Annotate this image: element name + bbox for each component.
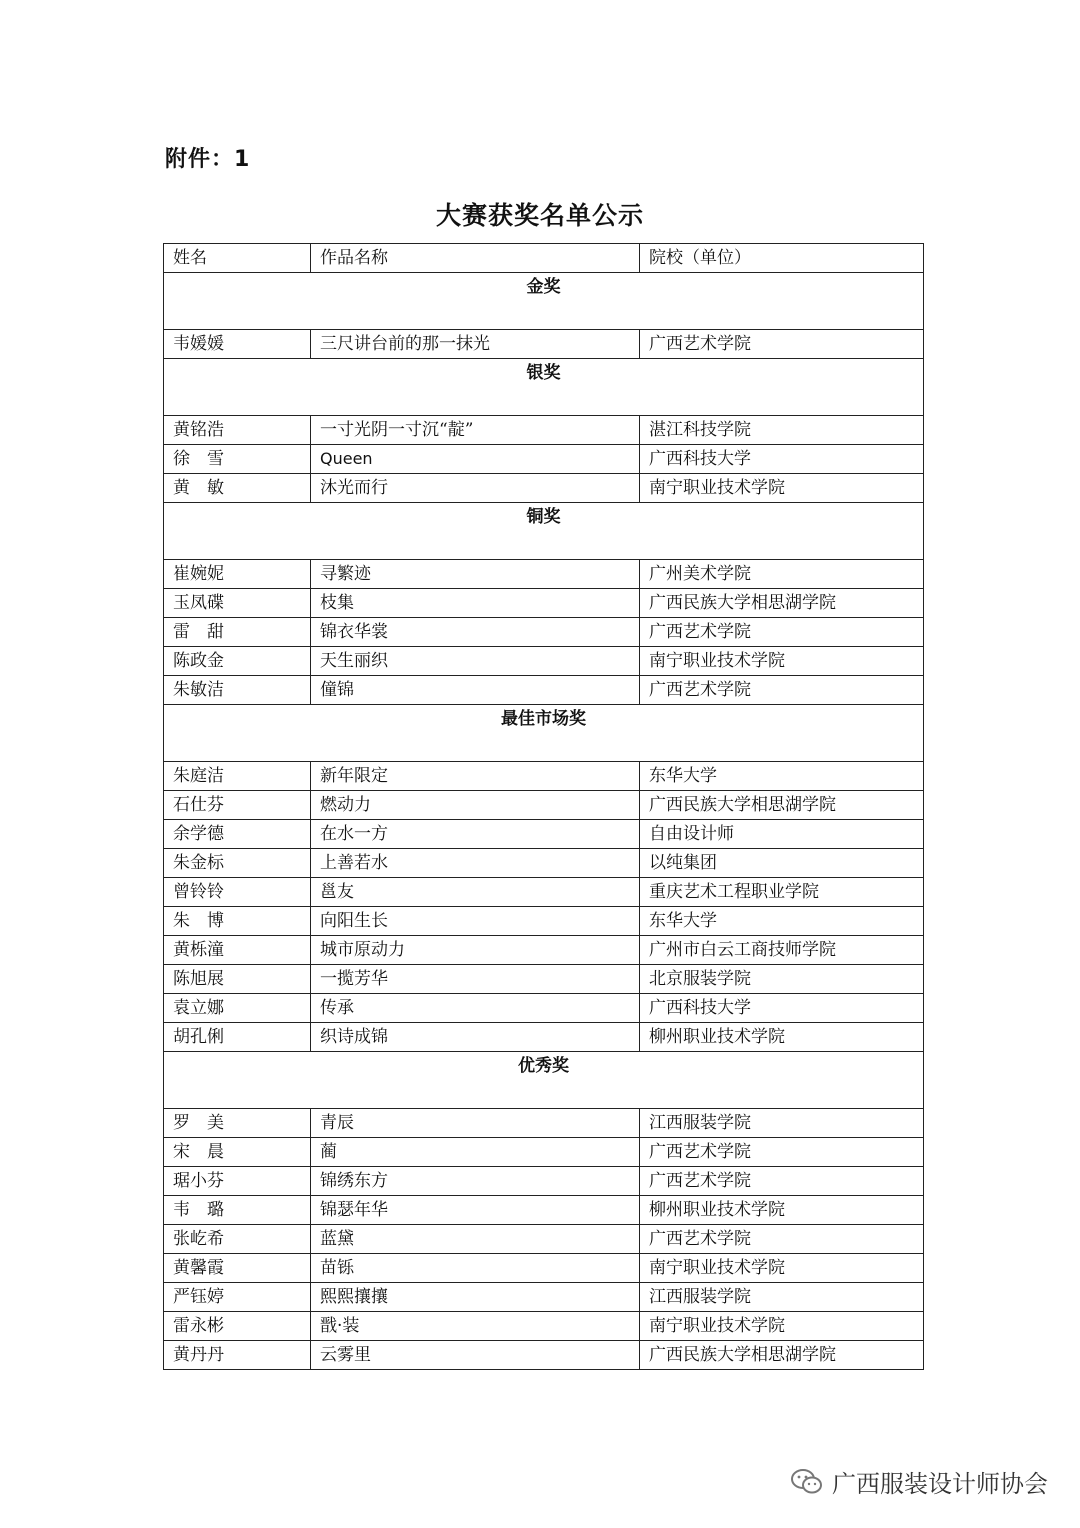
work-title: 新年限定 <box>311 762 640 791</box>
work-title: 三尺讲台前的那一抹光 <box>311 330 640 359</box>
work-title: 传承 <box>311 994 640 1023</box>
school: 南宁职业技术学院 <box>640 474 924 503</box>
table-row <box>164 1341 924 1370</box>
school: 南宁职业技术学院 <box>640 647 924 676</box>
wechat-icon <box>790 1468 824 1496</box>
page-title: 大赛获奖名单公示 <box>435 201 644 230</box>
work-title: 锦衣华裳 <box>311 618 640 647</box>
table-row <box>164 849 924 878</box>
school: 广西民族大学相思湖学院 <box>640 1341 924 1370</box>
section-row <box>164 1052 924 1109</box>
table-row <box>164 965 924 994</box>
winner-name: 袁立娜 <box>164 994 311 1023</box>
section-row <box>164 705 924 762</box>
winner-name: 黄铭浩 <box>164 416 311 445</box>
table-row <box>164 907 924 936</box>
work-title: 天生丽织 <box>311 647 640 676</box>
school: 广西艺术学院 <box>640 1138 924 1167</box>
winner-name: 陈旭展 <box>164 965 311 994</box>
table-row <box>164 1225 924 1254</box>
section-label: 铜奖 <box>164 503 924 560</box>
winner-name: 徐 雪 <box>164 445 311 474</box>
work-title: 熙熙攘攘 <box>311 1283 640 1312</box>
table-row <box>164 618 924 647</box>
work-title: 云雾里 <box>311 1341 640 1370</box>
section-label: 金奖 <box>164 273 924 330</box>
work-title: 锦绣东方 <box>311 1167 640 1196</box>
school: 柳州职业技术学院 <box>640 1196 924 1225</box>
table-row <box>164 791 924 820</box>
winner-name: 朱 博 <box>164 907 311 936</box>
work-title: Queen <box>311 445 640 474</box>
table-row <box>164 878 924 907</box>
header-work-title: 作品名称 <box>311 244 640 273</box>
school: 柳州职业技术学院 <box>640 1023 924 1052</box>
section-label: 银奖 <box>164 359 924 416</box>
table-row <box>164 762 924 791</box>
work-title: 锦瑟年华 <box>311 1196 640 1225</box>
table-row <box>164 1138 924 1167</box>
table-row <box>164 330 924 359</box>
winner-name: 黄 敏 <box>164 474 311 503</box>
school: 广州市白云工商技师学院 <box>640 936 924 965</box>
winner-name: 余学德 <box>164 820 311 849</box>
table-row <box>164 1023 924 1052</box>
section-row <box>164 503 924 560</box>
school: 重庆艺术工程职业学院 <box>640 878 924 907</box>
section-label: 优秀奖 <box>164 1052 924 1109</box>
footer-account <box>790 1464 1048 1499</box>
school: 广西艺术学院 <box>640 676 924 705</box>
school: 广西艺术学院 <box>640 1167 924 1196</box>
winner-name: 雷 甜 <box>164 618 311 647</box>
winner-name: 罗 美 <box>164 1109 311 1138</box>
table-row <box>164 1254 924 1283</box>
table-row <box>164 589 924 618</box>
work-title: 苗铄 <box>311 1254 640 1283</box>
table-row <box>164 474 924 503</box>
work-title: 邕友 <box>311 878 640 907</box>
school: 广西艺术学院 <box>640 618 924 647</box>
table-row <box>164 647 924 676</box>
section-row <box>164 359 924 416</box>
school: 以纯集团 <box>640 849 924 878</box>
winner-name: 崔婉妮 <box>164 560 311 589</box>
school: 自由设计师 <box>640 820 924 849</box>
winner-name: 曾铃铃 <box>164 878 311 907</box>
school: 南宁职业技术学院 <box>640 1254 924 1283</box>
winner-name: 韦媛媛 <box>164 330 311 359</box>
school: 广西科技大学 <box>640 445 924 474</box>
school: 东华大学 <box>640 907 924 936</box>
winner-name: 琚小芬 <box>164 1167 311 1196</box>
work-title: 蓝黛 <box>311 1225 640 1254</box>
table-row <box>164 1312 924 1341</box>
work-title: 上善若水 <box>311 849 640 878</box>
work-title: 枝集 <box>311 589 640 618</box>
school: 东华大学 <box>640 762 924 791</box>
table-row <box>164 820 924 849</box>
winner-name: 朱敏洁 <box>164 676 311 705</box>
work-title: 戬·装 <box>311 1312 640 1341</box>
school: 广西艺术学院 <box>640 330 924 359</box>
table-header-row <box>164 244 924 273</box>
school: 广西民族大学相思湖学院 <box>640 791 924 820</box>
section-label: 最佳市场奖 <box>164 705 924 762</box>
school: 广州美术学院 <box>640 560 924 589</box>
work-title: 织诗成锦 <box>311 1023 640 1052</box>
winner-name: 朱金标 <box>164 849 311 878</box>
table-row <box>164 1109 924 1138</box>
table-row <box>164 1283 924 1312</box>
table-row <box>164 1167 924 1196</box>
work-title: 蔺 <box>311 1138 640 1167</box>
work-title: 向阳生长 <box>311 907 640 936</box>
winner-name: 黄栎潼 <box>164 936 311 965</box>
winner-name: 张屹希 <box>164 1225 311 1254</box>
table-row <box>164 416 924 445</box>
winner-name: 韦 璐 <box>164 1196 311 1225</box>
table-row <box>164 560 924 589</box>
work-title: 在水一方 <box>311 820 640 849</box>
table-row <box>164 936 924 965</box>
work-title: 一寸光阴一寸沉“靛” <box>311 416 640 445</box>
winner-name: 玉凤碟 <box>164 589 311 618</box>
work-title: 城市原动力 <box>311 936 640 965</box>
school: 江西服装学院 <box>640 1109 924 1138</box>
header-name: 姓名 <box>164 244 311 273</box>
winner-name: 朱庭洁 <box>164 762 311 791</box>
school: 广西艺术学院 <box>640 1225 924 1254</box>
work-title: 燃动力 <box>311 791 640 820</box>
section-row <box>164 273 924 330</box>
attachment-label: 附件：1 <box>165 147 251 172</box>
winner-name: 陈政金 <box>164 647 311 676</box>
winner-name: 胡孔俐 <box>164 1023 311 1052</box>
school: 广西科技大学 <box>640 994 924 1023</box>
winner-name: 雷永彬 <box>164 1312 311 1341</box>
school: 北京服装学院 <box>640 965 924 994</box>
header-school: 院校（单位） <box>640 244 924 273</box>
work-title: 寻繁迹 <box>311 560 640 589</box>
table-row <box>164 445 924 474</box>
work-title: 僮锦 <box>311 676 640 705</box>
table-row <box>164 994 924 1023</box>
work-title: 沐光而行 <box>311 474 640 503</box>
table-row <box>164 676 924 705</box>
work-title: 青辰 <box>311 1109 640 1138</box>
school: 湛江科技学院 <box>640 416 924 445</box>
winner-name: 石仕芬 <box>164 791 311 820</box>
awards-table <box>163 243 924 1370</box>
school: 南宁职业技术学院 <box>640 1312 924 1341</box>
footer-account-name: 广西服装设计师协会 <box>832 1470 1048 1498</box>
winner-name: 严钰婷 <box>164 1283 311 1312</box>
school: 江西服装学院 <box>640 1283 924 1312</box>
table-row <box>164 1196 924 1225</box>
work-title: 一揽芳华 <box>311 965 640 994</box>
winner-name: 黄馨霞 <box>164 1254 311 1283</box>
winner-name: 黄丹丹 <box>164 1341 311 1370</box>
school: 广西民族大学相思湖学院 <box>640 589 924 618</box>
winner-name: 宋 晨 <box>164 1138 311 1167</box>
